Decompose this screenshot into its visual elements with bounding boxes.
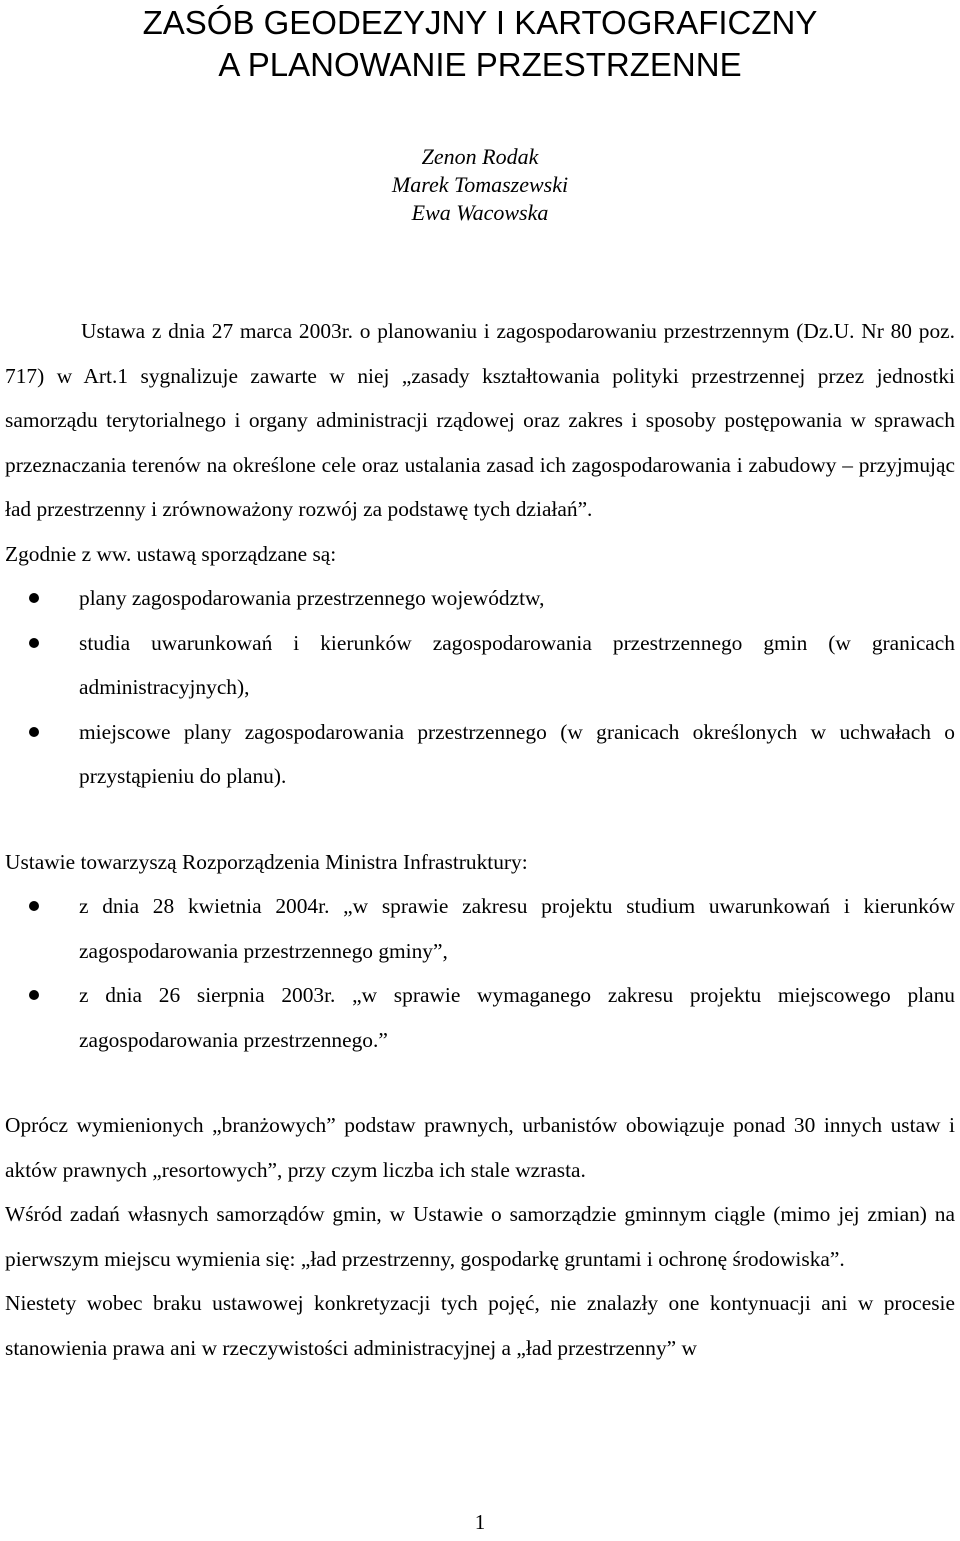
bullet-icon bbox=[29, 593, 39, 603]
list-item bbox=[5, 884, 955, 973]
spacer bbox=[5, 1062, 955, 1103]
spacer bbox=[5, 799, 955, 840]
paragraph-oprocz: Oprócz wymienionych „branżowych” podstaw prawnych, urbanistów obowiązuje ponad 30 innych ustaw i aktów prawnych „resortowych”, przy czym liczba ich stale wzrasta. bbox=[5, 1113, 955, 1182]
list-item bbox=[5, 621, 955, 710]
bullet-icon bbox=[29, 727, 39, 737]
paragraph-rozporzadzenia: Ustawie towarzyszą Rozporządzenia Ministra Infrastruktury: bbox=[5, 849, 528, 874]
paragraph-wsrod: Wśród zadań własnych samorządów gmin, w Ustawie o samorządzie gminnym ciągle (mimo jej zmian) na pierwszym miejscu wymienia się: „ład przestrzenny, gospodarkę gruntami i ochronę środowiska”. bbox=[5, 1202, 955, 1271]
bullet-icon bbox=[29, 638, 39, 648]
list-item bbox=[5, 973, 955, 1062]
document-title bbox=[0, 2, 960, 86]
list-item-text: plany zagospodarowania przestrzennego województw, bbox=[79, 586, 545, 610]
list-item-text: miejscowe plany zagospodarowania przestrzennego (w granicach określonych w uchwałach o przystąpieniu do planu). bbox=[79, 719, 955, 788]
bullet-icon bbox=[29, 901, 39, 911]
page-number: 1 bbox=[474, 1510, 486, 1534]
title-line-1: ZASÓB GEODEZYJNY I KARTOGRAFICZNY bbox=[142, 4, 818, 41]
regulations-list bbox=[5, 884, 955, 1062]
paragraph-ustawa: Ustawa z dnia 27 marca 2003r. o planowaniu i zagospodarowaniu przestrzennym (Dz.U. Nr 80 poz. 717) w Art.1 sygnalizuje zawarte w niej „zasady kształtowania polityki przestrzennej przez jednostki samorządu terytorialnego i organy administracji rządowej oraz zakres i sposoby postępowania w sprawach przeznaczania terenów na określone cele oraz ustalania zasad ich zagospodarowania i zabudowy – przyjmując ład przestrzenny i zrównoważony rozwój za podstawę tych działań”. bbox=[5, 319, 955, 521]
document-body bbox=[5, 309, 955, 1370]
author-name: Zenon Rodak bbox=[421, 144, 539, 169]
list-item-text: studia uwarunkowań i kierunków zagospodarowania przestrzennego gmin (w granicach administracyjnych), bbox=[79, 630, 955, 699]
author-name: Marek Tomaszewski bbox=[391, 172, 569, 197]
list-item bbox=[5, 576, 955, 621]
list-item bbox=[5, 710, 955, 799]
list-item-text: z dnia 28 kwietnia 2004r. „w sprawie zakresu projektu studium uwarunkowań i kierunków zagospodarowania przestrzennego gminy”, bbox=[79, 894, 955, 963]
list-item-text: z dnia 26 sierpnia 2003r. „w sprawie wymaganego zakresu projektu miejscowego planu zagospodarowania przestrzennego.” bbox=[79, 983, 955, 1052]
plans-list bbox=[5, 576, 955, 799]
bullet-icon bbox=[29, 990, 39, 1000]
paragraph-niestety: Niestety wobec braku ustawowej konkretyzacji tych pojęć, nie znalazły one kontynuacji ani w procesie stanowienia prawa ani w rzeczywistości administracyjnej a „ład przestrzenny” w bbox=[5, 1291, 955, 1360]
authors-block bbox=[0, 143, 960, 227]
author-name: Ewa Wacowska bbox=[411, 200, 549, 225]
paragraph-zgodnie: Zgodnie z ww. ustawą sporządzane są: bbox=[5, 541, 337, 566]
title-line-2: A PLANOWANIE PRZESTRZENNE bbox=[218, 46, 742, 83]
